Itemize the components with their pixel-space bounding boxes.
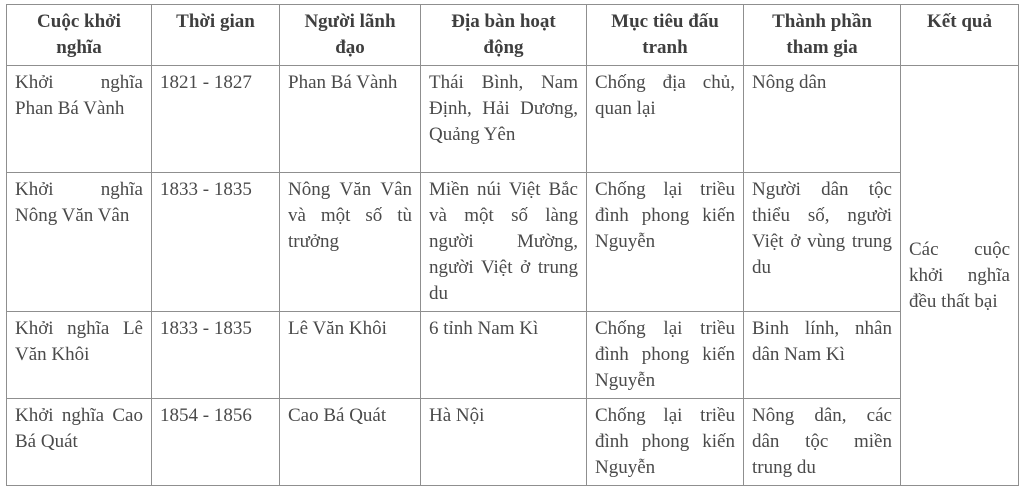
header-area: Địa bàn hoạt động: [421, 5, 587, 66]
table-row: [7, 66, 1019, 173]
cell-goal: Chống lại triều đình phong kiến Nguyễn: [587, 312, 744, 399]
cell-participants: Binh lính, nhân dân Nam Kì: [744, 312, 901, 399]
header-time: Thời gian: [152, 5, 280, 66]
table-row: [7, 399, 1019, 486]
cell-result: Các cuộc khởi nghĩa đều thất bại: [901, 66, 1019, 486]
uprisings-table: [6, 4, 1019, 486]
header-participants: Thành phần tham gia: [744, 5, 901, 66]
cell-participants: Nông dân, các dân tộc miền trung du: [744, 399, 901, 486]
header-goal: Mục tiêu đấu tranh: [587, 5, 744, 66]
uprisings-table-container: [6, 4, 1018, 486]
header-leader: Người lãnh đạo: [280, 5, 421, 66]
cell-leader: Lê Văn Khôi: [280, 312, 421, 399]
cell-area: Hà Nội: [421, 399, 587, 486]
cell-area: Thái Bình, Nam Định, Hải Dương, Quảng Yên: [421, 66, 587, 173]
table-row: [7, 173, 1019, 312]
cell-area: Miền núi Việt Bắc và một số làng người Mường, người Việt ở trung du: [421, 173, 587, 312]
cell-leader: Cao Bá Quát: [280, 399, 421, 486]
cell-uprising: Khởi nghĩa Lê Văn Khôi: [7, 312, 152, 399]
cell-time: 1821 - 1827: [152, 66, 280, 173]
cell-participants: Nông dân: [744, 66, 901, 173]
cell-uprising: Khởi nghĩa Cao Bá Quát: [7, 399, 152, 486]
cell-leader: Phan Bá Vành: [280, 66, 421, 173]
cell-time: 1833 - 1835: [152, 173, 280, 312]
table-row: [7, 312, 1019, 399]
cell-participants: Người dân tộc thiểu số, người Việt ở vùng trung du: [744, 173, 901, 312]
cell-leader: Nông Văn Vân và một số tù trưởng: [280, 173, 421, 312]
cell-goal: Chống lại triều đình phong kiến Nguyễn: [587, 173, 744, 312]
header-uprising: Cuộc khởi nghĩa: [7, 5, 152, 66]
cell-goal: Chống lại triều đình phong kiến Nguyễn: [587, 399, 744, 486]
cell-goal: Chống địa chủ, quan lại: [587, 66, 744, 173]
cell-time: 1833 - 1835: [152, 312, 280, 399]
cell-time: 1854 - 1856: [152, 399, 280, 486]
cell-uprising: Khởi nghĩa Phan Bá Vành: [7, 66, 152, 173]
cell-area: 6 tỉnh Nam Kì: [421, 312, 587, 399]
header-row: [7, 5, 1019, 66]
header-result: Kết quả: [901, 5, 1019, 66]
cell-uprising: Khởi nghĩa Nông Văn Vân: [7, 173, 152, 312]
